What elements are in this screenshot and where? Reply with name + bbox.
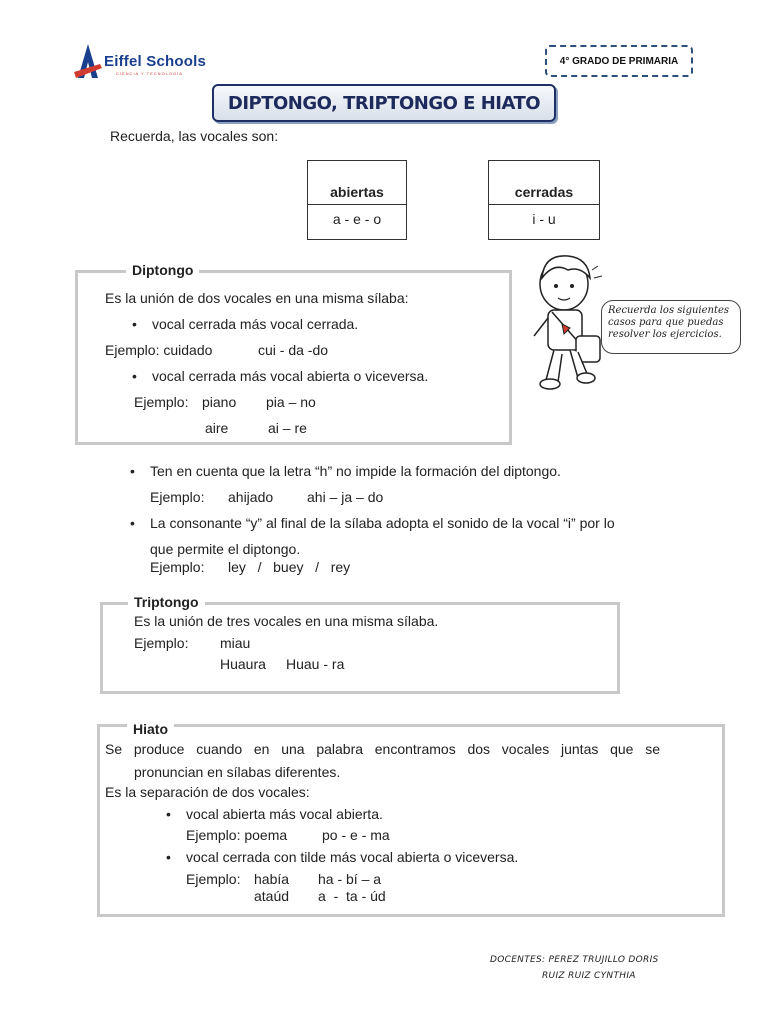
diptongo-example-2-word-1: piano bbox=[202, 394, 237, 410]
speech-bubble: Recuerda los siguientes casos para que puedas resolver los ejercicios. bbox=[601, 300, 741, 354]
closed-vowels-table bbox=[488, 160, 600, 240]
logo-subtitle: CIENCIA Y TECNOLOGÍA bbox=[116, 71, 183, 76]
hiato-definition-line-2: pronuncian en sílabas diferentes. bbox=[134, 764, 341, 780]
closed-vowels-values: i - u bbox=[532, 211, 556, 227]
hiato-legend: Hiato bbox=[127, 721, 174, 737]
triptongo-example-label: Ejemplo: bbox=[134, 635, 189, 651]
diptongo-example-2-split-1: pia – no bbox=[266, 394, 316, 410]
open-vowels-header: abiertas bbox=[308, 161, 406, 205]
diptongo-definition: Es la unión de dos vocales en una misma sílaba: bbox=[105, 290, 409, 306]
diptongo-example-2-label: Ejemplo: bbox=[134, 394, 189, 410]
note-y-consonant: • La consonante “y” al final de la sílaba adopta el sonido de la vocal “i” por lo bbox=[150, 515, 615, 531]
note-y-consonant-continued: que permite el diptongo. bbox=[150, 541, 301, 557]
logo-text: Eiffel Schools bbox=[104, 53, 206, 70]
triptongo-definition: Es la unión de tres vocales en una misma sílaba. bbox=[134, 613, 439, 629]
hiato-example-2-word-1: había bbox=[254, 871, 290, 887]
diptongo-example-2-word-2: aire bbox=[205, 420, 229, 436]
closed-vowels-header: cerradas bbox=[489, 161, 599, 205]
hiato-example-2-split-1: ha - bí – a bbox=[318, 871, 382, 887]
note-h-letter: • Ten en cuenta que la letra “h” no impide la formación del diptongo. bbox=[150, 463, 561, 479]
hiato-example-2-split-2: a - ta - úd bbox=[318, 888, 386, 904]
eiffel-tower-icon bbox=[70, 42, 106, 82]
diptongo-bullet-1: • vocal cerrada más vocal cerrada. bbox=[152, 316, 358, 332]
note-h-example-word: ahijado bbox=[228, 489, 274, 505]
hiato-example-2-label: Ejemplo: bbox=[186, 871, 241, 887]
hiato-bullet-2: • vocal cerrada con tilde más vocal abierta o viceversa. bbox=[186, 849, 518, 865]
note-y-example-words: ley / buey / rey bbox=[228, 559, 351, 575]
cartoon-boy-illustration bbox=[528, 248, 608, 394]
hiato-example-1-split: po - e - ma bbox=[322, 827, 390, 843]
note-h-example-label: Ejemplo: bbox=[150, 489, 205, 505]
triptongo-example-split-2: Huau - ra bbox=[286, 656, 345, 672]
hiato-definition-line-1: Se produce cuando en una palabra encontramos dos vocales juntas que se bbox=[105, 741, 660, 757]
hiato-bullet-1: • vocal abierta más vocal abierta. bbox=[186, 806, 383, 822]
hiato-example-1-label: Ejemplo: poema bbox=[186, 827, 288, 843]
triptongo-example-word-2: Huaura bbox=[220, 656, 266, 672]
intro-text: Recuerda, las vocales son: bbox=[110, 128, 279, 144]
diptongo-legend: Diptongo bbox=[126, 262, 199, 278]
note-h-example-split: ahi – ja – do bbox=[307, 489, 384, 505]
diptongo-example-2-split-2: ai – re bbox=[268, 420, 307, 436]
diptongo-example-1-label: Ejemplo: cuidado bbox=[105, 342, 213, 358]
triptongo-example-word-1: miau bbox=[220, 635, 251, 651]
hiato-example-2-word-2: ataúd bbox=[254, 888, 290, 904]
footer-teachers-line-2: RUIZ RUIZ CYNTHIA bbox=[542, 971, 636, 981]
hiato-separation: Es la separación de dos vocales: bbox=[105, 784, 310, 800]
diptongo-bullet-2: • vocal cerrada más vocal abierta o viceversa. bbox=[152, 368, 428, 384]
diptongo-example-1-split: cui - da -do bbox=[258, 342, 329, 358]
triptongo-legend: Triptongo bbox=[128, 594, 205, 610]
footer-teachers-line-1: DOCENTES: PEREZ TRUJILLO DORIS bbox=[490, 955, 659, 965]
note-y-example-label: Ejemplo: bbox=[150, 559, 205, 575]
page-title: DIPTONGO, TRIPTONGO E HIATO bbox=[212, 84, 556, 122]
open-vowels-values: a - e - o bbox=[332, 211, 382, 227]
open-vowels-table bbox=[307, 160, 407, 240]
grade-badge: 4° GRADO DE PRIMARIA bbox=[545, 45, 693, 77]
